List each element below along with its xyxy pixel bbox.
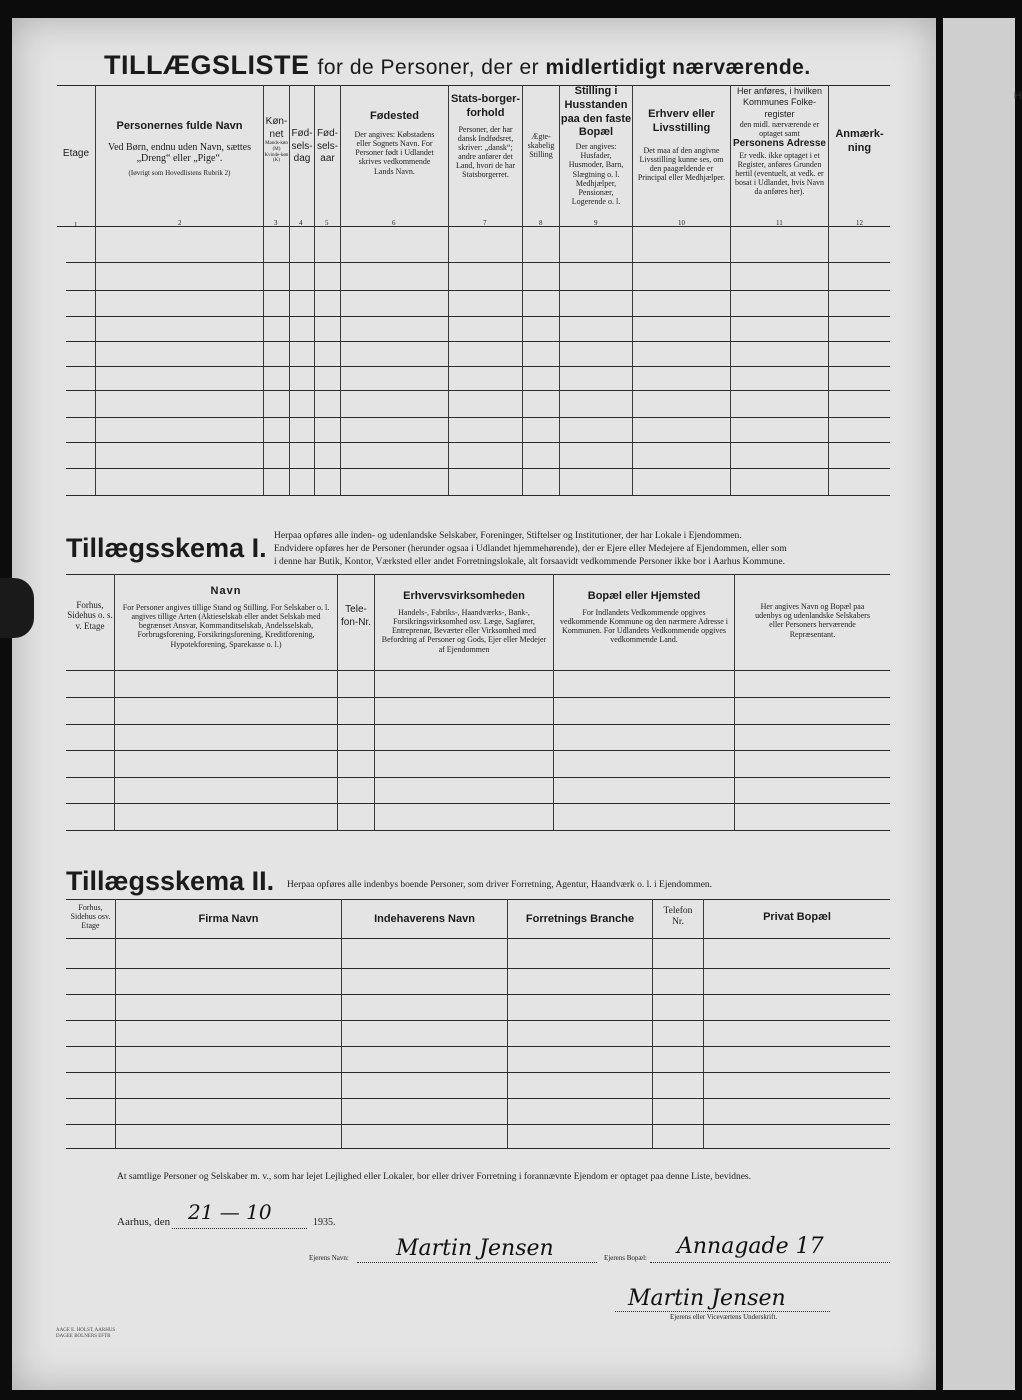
skema2-header-bottom <box>66 938 890 939</box>
table-row-line <box>66 366 890 367</box>
table-row-line <box>66 341 890 342</box>
skema1-description <box>274 530 894 568</box>
s1-header-telefon: Tele-fon-Nr. <box>340 604 371 628</box>
title-main: TILLÆGSLISTE <box>104 50 310 80</box>
header-adresse-title: Personens Adresse <box>732 138 826 150</box>
table-row-line <box>66 1046 890 1047</box>
owner-address-label: Ejerens Bopæl: <box>604 1254 647 1262</box>
header-konnet: Køn-net Mands-køn (M) Kvinde-køn (K) <box>264 116 289 164</box>
signature-label: Ejerens eller Viceværtens Underskrift. <box>670 1313 778 1321</box>
owner-name-line <box>357 1262 597 1263</box>
header-folkeregister: Her anføres, i hvilken Kommunes Folke-register den midl. nærværende er optaget samt Personens Adresse Er vedk. ikke optaget i et Register, anføres Grunden hertil (eventuelt, at vedk. er bosat i Udlandet, hvis Navn da anføres her). <box>732 86 826 197</box>
header-stilling: Stilling i Husstanden paa den faste Bopæl Der angives: Husfader, Husmoder, Barn, Slægtning o. l. Medhjælper, Pensionær, Logerende o. l. <box>560 85 632 207</box>
s1-header-erhverv: Erhvervsvirksomheden Handels-, Fabriks-, Haandværks-, Bank-, Forsikringsvirksomhed osv. Læge, Sagfører, Entreprenør, Beværter eller Virksomhed med Befordring af Personer og Gods, Ejer eller Medejer af Ejendommen <box>375 590 553 654</box>
table-row-line <box>66 697 890 698</box>
table-row-line <box>66 316 890 317</box>
table-row-line <box>66 417 890 418</box>
column-number: 5 <box>325 219 329 227</box>
column-number: 7 <box>483 219 487 227</box>
col-divider <box>341 899 342 1148</box>
header-stilling-text: Der angives: Husfader, Husmoder, Barn, Slægtning o. l. Medhjælper, Pensionær, Logerende o. l. <box>568 142 624 207</box>
s2-header-firma: Firma Navn <box>198 913 259 925</box>
s2-header-privat-bopael: Privat Bopæl <box>763 911 831 923</box>
table-row-line <box>66 994 890 995</box>
binder-clip <box>0 578 34 638</box>
header-erhverv-text: Det maa af den angivne Livsstilling kunne ses, om den paagældende er Principal eller Medhjælper. <box>637 145 726 183</box>
skema1-description-line: Endvidere opføres her de Personer (herunder ogsaa i Udlandet hjemmehørende), der er Ejere eller Medejere af Ejendommen, eller som <box>274 543 787 554</box>
header-fodested-text: Der angives: Købstadens eller Sognets Navn. For Personer født i Udlandet skrives vedkommende Lands Navn. <box>354 129 435 176</box>
skema2-description: Herpaa opføres alle indenbys boende Personer, som driver Forretning, Agentur, Haandværk o. l. i Ejendommen. <box>287 880 713 890</box>
year-text: 1935. <box>313 1217 336 1228</box>
column-number: 3 <box>274 219 278 227</box>
date-dotted-line <box>172 1228 307 1229</box>
s1-header-navn: Navn For Personer angives tillige Stand og Stilling. For Selskaber o. l. angives tillige Arten (Aktieselskab eller andet Selskab med begrænset Ansvar, Kommanditselskab, Andelsselskab, Forbrugsforening, Forsikringsforening, Kreditforening, Hypotekforening, Sparekasse o. l.) <box>115 585 337 649</box>
column-number: 11 <box>776 219 783 227</box>
s2-header-branche: Forretnings Branche <box>525 913 635 925</box>
table-row-line <box>66 777 890 778</box>
skema2-title: Tillægsskema II. <box>66 866 275 896</box>
col-divider <box>703 899 704 1148</box>
table-row-line <box>66 442 890 443</box>
header-fodselsdag: Fød-sels-dag <box>291 128 313 164</box>
document-page <box>12 18 936 1390</box>
col-divider <box>652 899 653 1148</box>
signature-line <box>615 1311 830 1312</box>
adjacent-page <box>943 18 1015 1390</box>
column-number: 4 <box>299 219 303 227</box>
table-row-line <box>66 468 890 469</box>
table-row-line <box>66 803 890 804</box>
s1-header-etage: Forhus, Sidehus o. s. v. Etage <box>67 600 113 631</box>
skema1-table-bottom <box>66 830 890 831</box>
table-row-line <box>66 750 890 751</box>
table-row-line <box>66 290 890 291</box>
printer-mark <box>56 1328 115 1340</box>
header-folkeregister-text: den midl. nærværende er optaget samt <box>739 119 820 138</box>
table-row-line <box>66 968 890 969</box>
table-row-line <box>66 262 890 263</box>
header-aegteskab: Ægte-skabelig Stilling <box>527 132 555 160</box>
skema2-table-bottom <box>66 1148 890 1149</box>
skema2-table-top <box>66 899 890 900</box>
table-row-line <box>66 1124 890 1125</box>
header-fodested: Fødested Der angives: Købstadens eller Sognets Navn. For Personer født i Udlandet skrives vedkommende Lands Navn. <box>342 110 447 176</box>
header-adresse-text: Er vedk. ikke optaget i et Register, anføres Grunden hertil (eventuelt, at vedk. er bosat i Udlandet, hvis Navn da anføres her). <box>734 150 825 197</box>
header-navn <box>97 120 262 177</box>
column-number: 8 <box>539 219 543 227</box>
owner-name-handwritten: Martin Jensen <box>396 1236 554 1261</box>
printer-mark-line: AAGE E. HOLST, AARHUS <box>56 1328 116 1333</box>
s2-header-telefon: Telefon Nr. <box>663 906 693 927</box>
header-etage: Etage <box>62 148 90 159</box>
date-handwritten: 21 — 10 <box>188 1200 272 1224</box>
title-rest: for de Personer, der er <box>317 56 540 79</box>
table-row-line <box>66 1072 890 1073</box>
header-anmaerkning: Anmærk-ning <box>835 128 884 154</box>
header-navn-note: (Iøvrigt som Hovedlistens Rubrik 2) <box>128 168 231 177</box>
table-row-line <box>66 1098 890 1099</box>
s1-header-navn-text: For Personer angives tillige Stand og Stilling. For Selskaber o. l. angives tillige Arten (Aktieselskab eller andet Selskab med begrænset Ansvar, Kommanditselskab, Andelsselskab, Forbrugsforening, Forsikringsforening, Kreditforening, Hypotekforening, Sparekasse o. l.) <box>122 602 330 649</box>
place-label: Aarhus, den <box>117 1216 171 1228</box>
header-navn-text: Ved Børn, endnu uden Navn, sættes „Dreng“ eller „Pige“. <box>107 141 252 165</box>
title-rest-bold: midlertidigt nærværende. <box>545 56 811 79</box>
col-divider <box>115 899 116 1148</box>
column-number: 12 <box>856 219 863 227</box>
attestation-statement: At samtlige Personer og Selskaber m. v., som har lejet Lejlighed eller Lokaler, bor eller driver Forretning i forannævnte Ejendom er optaget paa denne Liste, bevidnes. <box>117 1172 751 1182</box>
column-number: 10 <box>678 219 685 227</box>
printer-mark-line: DAGEE BOLNERS EFTR <box>56 1334 111 1339</box>
adjacent-page-letter: H <box>1014 90 1022 102</box>
header-fodselsaar: Fød-sels-aar <box>316 128 339 164</box>
s2-header-indehaver: Indehaverens Navn <box>374 913 475 925</box>
skema1-table-top <box>66 574 890 575</box>
skema1-title: Tillægsskema I. <box>66 533 267 563</box>
owner-address-handwritten: Annagade 17 <box>677 1234 824 1259</box>
col-divider <box>507 899 508 1148</box>
header-konnet-note: Mands-køn (M) Kvinde-køn (K) <box>264 141 289 164</box>
owner-address-line <box>650 1262 890 1263</box>
s2-header-etage: Forhus, Sidehus osv. Etage <box>70 903 111 931</box>
owner-name-label: Ejerens Navn: <box>309 1254 349 1262</box>
header-statsborger-text: Personer, der har dansk Indfødsret, skriver: „dansk“; andre anfører det Land, hvori de har Statsborgerret. <box>455 124 516 180</box>
skema1-header-bottom <box>66 670 890 671</box>
s1-header-erhverv-text: Handels-, Fabriks-, Haandværks-, Bank-, Forsikringsvirksomhed osv. Læge, Sagfører, Entreprenør, Beværter eller Virksomhed med Befordring af Personer og Gods, Ejer eller Medejer af Ejendommen <box>381 607 547 654</box>
table-row-line <box>66 724 890 725</box>
header-erhverv: Erhverv eller Livsstilling Det maa af den angivne Livsstilling kunne ses, om den paagældende er Principal eller Medhjælper. <box>633 108 730 182</box>
s1-header-bopael: Bopæl eller Hjemsted For Indlandets Vedkommende opgives vedkommende Kommune og den nærmere Adresse i Kommunen. For Udlandets Vedkommende opgives vedkommende Land. <box>554 590 734 645</box>
table-row-line <box>66 1020 890 1021</box>
skema1-description-line: Herpaa opføres alle inden- og udenlandske Selskaber, Foreninger, Stiftelser og Institutioner, der har Lokale i Ejendommen. <box>274 531 742 541</box>
s1-header-repraesentant: Her angives Navn og Bopæl paa udenbys og udenlandske Selskabers eller Personers herværende Repræsentant. <box>755 602 870 639</box>
column-number: 1 <box>74 221 78 229</box>
s1-header-bopael-text: For Indlandets Vedkommende opgives vedkommende Kommune og den nærmere Adresse i Kommunen. For Udlandets Vedkommende opgives vedkommende Land. <box>560 607 728 645</box>
signature-handwritten: Martin Jensen <box>628 1286 786 1311</box>
column-number: 9 <box>594 219 598 227</box>
form-title <box>104 50 811 81</box>
header-statsborger: Stats-borger-forhold Personer, der har dansk Indfødsret, skriver: „dansk“; andre anfører det Land, hvori de har Statsborgerret. <box>450 93 521 180</box>
main-table-bottom <box>66 495 890 496</box>
skema1-description-line: i denne har Butik, Kontor, Værksted eller andet Forretningslokale, alt forsaavidt vedkommende Personer ikke bor i Aarhus Kommune. <box>274 556 786 567</box>
table-row-line <box>66 390 890 391</box>
column-number: 6 <box>392 219 396 227</box>
column-number: 2 <box>178 219 182 227</box>
header-navn-title: Personernes fulde Navn <box>116 120 243 132</box>
